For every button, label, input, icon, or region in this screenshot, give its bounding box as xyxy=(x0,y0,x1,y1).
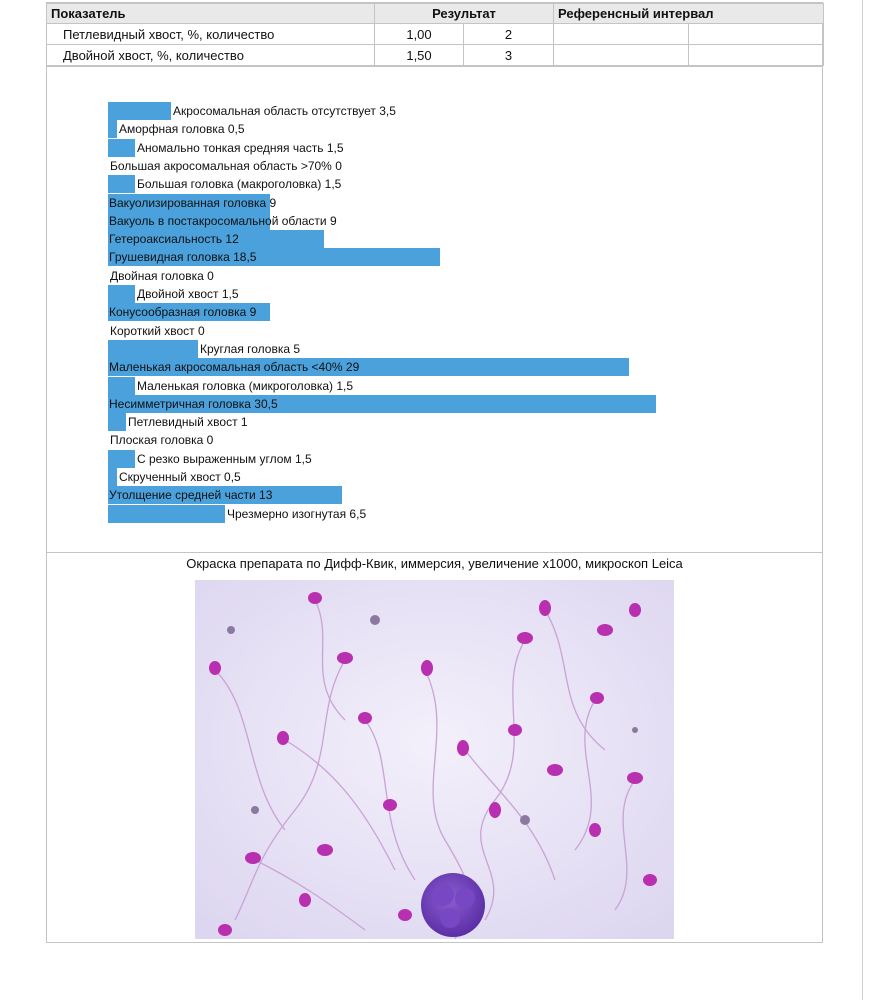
chart-bar-label: Конусообразная головка 9 xyxy=(109,305,257,319)
chart-bar xyxy=(108,377,135,395)
table-row xyxy=(47,24,824,45)
results-table xyxy=(46,3,824,66)
header-result: Результат xyxy=(375,4,554,24)
row-percent: 1,00 xyxy=(375,24,464,45)
header-indicator: Показатель xyxy=(47,4,375,24)
table-row xyxy=(47,45,824,66)
chart-bar xyxy=(108,120,117,138)
chart-row xyxy=(46,431,746,449)
chart-row xyxy=(46,285,746,303)
chart-row xyxy=(46,175,746,193)
chart-row xyxy=(46,358,746,376)
row-indicator-name: Двойной хвост, %, количество xyxy=(47,45,375,66)
chart-bar-label: Акросомальная область отсутствует 3,5 xyxy=(173,104,396,118)
chart-bar xyxy=(108,340,198,358)
chart-row xyxy=(46,102,746,120)
chart-bar-label: Плоская головка 0 xyxy=(110,433,214,447)
chart-row xyxy=(46,377,746,395)
chart-bar xyxy=(108,505,225,523)
chart-row xyxy=(46,486,746,504)
chart-bar xyxy=(108,468,117,486)
chart-row xyxy=(46,194,746,212)
row-count: 2 xyxy=(464,24,554,45)
chart-bar xyxy=(108,285,135,303)
chart-bar-label: Чрезмерно изогнутая 6,5 xyxy=(227,507,367,521)
chart-bar-label: Круглая головка 5 xyxy=(200,342,301,356)
chart-bar-label: Двойной хвост 1,5 xyxy=(137,287,239,301)
row-reference xyxy=(554,45,689,66)
chart-row xyxy=(46,212,746,230)
row-count: 3 xyxy=(464,45,554,66)
chart-bar-label: Скрученный хвост 0,5 xyxy=(119,470,241,484)
chart-row xyxy=(46,505,746,523)
chart-bar-label: Утолщение средней части 13 xyxy=(109,488,273,502)
chart-bar-label: Маленькая акросомальная область <40% 29 xyxy=(109,360,360,374)
chart-row xyxy=(46,248,746,266)
chart-bar xyxy=(108,102,171,120)
row-reference xyxy=(554,24,689,45)
chart-row xyxy=(46,267,746,285)
chart-row xyxy=(46,120,746,138)
chart-bar-label: Вакуоль в постакросомальной области 9 xyxy=(109,214,337,228)
chart-bar-label: Большая акросомальная область >70% 0 xyxy=(110,159,342,173)
header-reference: Референсный интервал xyxy=(554,4,824,24)
row-reference-extra xyxy=(689,45,824,66)
morphology-bar-chart xyxy=(46,66,823,553)
chart-row xyxy=(46,413,746,431)
chart-row xyxy=(46,230,746,248)
chart-bar-label: Короткий хвост 0 xyxy=(110,324,205,338)
table-header-row xyxy=(47,4,824,24)
chart-bar-label: Гетероаксиальность 12 xyxy=(109,232,239,246)
chart-bar-label: Несимметричная головка 30,5 xyxy=(109,397,278,411)
chart-bar xyxy=(108,450,135,468)
chart-bar-label: Большая головка (макроголовка) 1,5 xyxy=(137,177,342,191)
chart-row xyxy=(46,468,746,486)
chart-row xyxy=(46,395,746,413)
chart-row xyxy=(46,139,746,157)
chart-bar-label: Грушевидная головка 18,5 xyxy=(109,250,257,264)
chart-bar-label: Вакуолизированная головка 9 xyxy=(109,196,277,210)
row-reference-extra xyxy=(689,24,824,45)
chart-row xyxy=(46,450,746,468)
chart-bar-label: Маленькая головка (микроголовка) 1,5 xyxy=(137,379,354,393)
chart-bar-label: Двойная головка 0 xyxy=(110,269,214,283)
chart-bar-label: Петлевидный хвост 1 xyxy=(128,415,248,429)
chart-bar xyxy=(108,175,135,193)
chart-row xyxy=(46,157,746,175)
photo-caption: Окраска препарата по Дифф-Квик, иммерсия, увеличение x1000, микроскоп Leica xyxy=(186,556,683,571)
page-edge-line xyxy=(862,0,863,1000)
chart-row xyxy=(46,322,746,340)
chart-bar xyxy=(108,139,135,157)
chart-bar-label: Аномально тонкая средняя часть 1,5 xyxy=(137,141,344,155)
chart-bar xyxy=(108,413,126,431)
chart-row xyxy=(46,340,746,358)
chart-bar-label: Аморфная головка 0,5 xyxy=(119,122,245,136)
row-percent: 1,50 xyxy=(375,45,464,66)
microscope-image xyxy=(195,580,674,939)
chart-bar-label: С резко выраженным углом 1,5 xyxy=(137,452,312,466)
chart-row xyxy=(46,303,746,321)
row-indicator-name: Петлевидный хвост, %, количество xyxy=(47,24,375,45)
